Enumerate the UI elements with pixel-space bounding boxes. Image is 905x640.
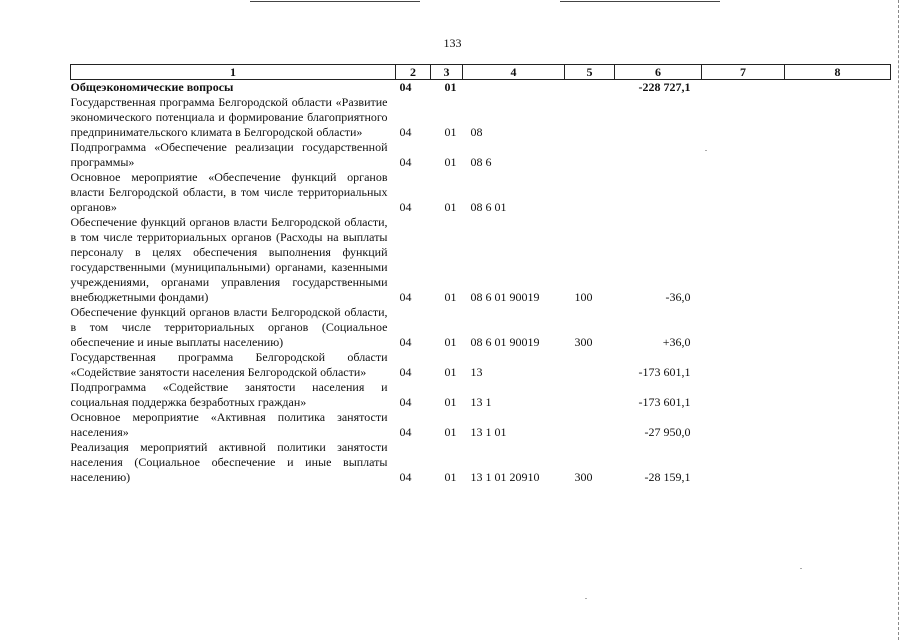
section-code: 04 [399,425,412,439]
subsection-code: 01 [444,470,457,484]
col8-value [785,95,891,140]
column-header: 6 [615,65,702,80]
target-article-code: 13 1 [470,395,492,409]
col7-value [702,80,785,96]
scan-edge-marks [898,0,902,640]
expense-type-code [565,140,615,170]
target-article-code: 08 6 01 90019 [470,290,540,304]
expense-type-code [565,380,615,410]
col8-value [785,215,891,305]
scan-speck [800,568,802,569]
col8-value [785,410,891,440]
section-code: 04 [399,80,412,94]
table-row [71,215,891,305]
row-name: Общеэкономические вопросы [70,80,234,94]
table-header-row [71,65,891,80]
col7-value [702,410,785,440]
target-article-code [463,80,565,96]
target-article-code: 13 [470,365,483,379]
row-name: Государственная программа Белгородской области «Развитие экономического потенциала и формирование благоприятного предпринимательского климата в Белгородской области» [70,95,388,139]
scan-edge-line [250,1,420,2]
col7-value [702,95,785,140]
expense-type-code [565,350,615,380]
subsection-code: 01 [444,200,457,214]
target-article-code: 13 1 01 20910 [470,470,540,484]
table-row [71,140,891,170]
table-row [71,440,891,485]
target-article-code: 13 1 01 [470,425,507,439]
page-number: 133 [443,36,462,50]
table-row [71,350,891,380]
amount [615,140,702,170]
col7-value [702,215,785,305]
amount: -228 727,1 [638,80,691,94]
target-article-code: 08 6 01 [470,200,507,214]
expense-type-code: 300 [574,335,593,349]
col8-value [785,305,891,350]
section-code: 04 [399,200,412,214]
scan-speck [705,150,707,151]
budget-table [70,64,891,485]
col8-value [785,80,891,96]
col7-value [702,305,785,350]
row-name: Подпрограмма «Обеспечение реализации государственной программы» [70,140,388,169]
col7-value [702,380,785,410]
scan-edge-line [560,1,720,2]
subsection-code: 01 [444,80,457,94]
expense-type-code: 100 [574,290,593,304]
amount: -36,0 [665,290,691,304]
subsection-code: 01 [444,125,457,139]
section-code: 04 [399,395,412,409]
col8-value [785,140,891,170]
section-code: 04 [399,290,412,304]
col8-value [785,380,891,410]
row-name: Реализация мероприятий активной политики занятости населения (Социальное обеспечение и иные выплаты населению) [70,440,388,484]
section-code: 04 [399,155,412,169]
scan-speck [585,598,587,599]
target-article-code: 08 6 [470,155,492,169]
column-header: 1 [71,65,396,80]
col8-value [785,440,891,485]
col8-value [785,350,891,380]
column-header: 2 [396,65,431,80]
expense-type-code [565,95,615,140]
amount [615,170,702,215]
row-name: Обеспечение функций органов власти Белгородской области, в том числе территориальных органов (Социальное обеспечение и иные выплаты населению) [70,305,388,349]
amount: -173 601,1 [638,395,691,409]
expense-type-code [565,170,615,215]
subsection-code: 01 [444,365,457,379]
section-code: 04 [399,365,412,379]
section-code: 04 [399,470,412,484]
col7-value [702,170,785,215]
expense-type-code [565,80,615,96]
col8-value [785,170,891,215]
column-header: 7 [702,65,785,80]
col7-value [702,350,785,380]
subsection-code: 01 [444,155,457,169]
target-article-code: 08 [470,125,483,139]
amount: -27 950,0 [644,425,691,439]
table-row [71,170,891,215]
table-row [71,410,891,440]
subsection-code: 01 [444,335,457,349]
table-row [71,305,891,350]
table-row [71,95,891,140]
row-name: Основное мероприятие «Активная политика занятости населения» [70,410,388,439]
col7-value [702,140,785,170]
section-code: 04 [399,125,412,139]
amount: -28 159,1 [644,470,691,484]
row-name: Подпрограмма «Содействие занятости населения и социальная поддержка безработных граждан» [70,380,388,409]
amount: +36,0 [662,335,691,349]
column-header: 3 [431,65,463,80]
amount: -173 601,1 [638,365,691,379]
row-name: Государственная программа Белгородской области «Содействие занятости населения Белгородской области» [70,350,388,379]
expense-type-code: 300 [574,470,593,484]
target-article-code: 08 6 01 90019 [470,335,540,349]
subsection-code: 01 [444,425,457,439]
row-name: Основное мероприятие «Обеспечение функций органов власти Белгородской области, в том числе территориальных органов» [70,170,388,214]
col7-value [702,440,785,485]
column-header: 8 [785,65,891,80]
amount [615,95,702,140]
subsection-code: 01 [444,290,457,304]
column-header: 5 [565,65,615,80]
row-name: Обеспечение функций органов власти Белгородской области, в том числе территориальных органов (Расходы на выплаты персоналу в целях обеспечения выполнения функций государственными (муниципальными) органами, казенными учреждениями, органами управления государственными внебюджетными фондами) [70,215,388,304]
column-header: 4 [463,65,565,80]
table-row [71,380,891,410]
section-code: 04 [399,335,412,349]
expense-type-code [565,410,615,440]
subsection-code: 01 [444,395,457,409]
table-row [71,80,891,96]
